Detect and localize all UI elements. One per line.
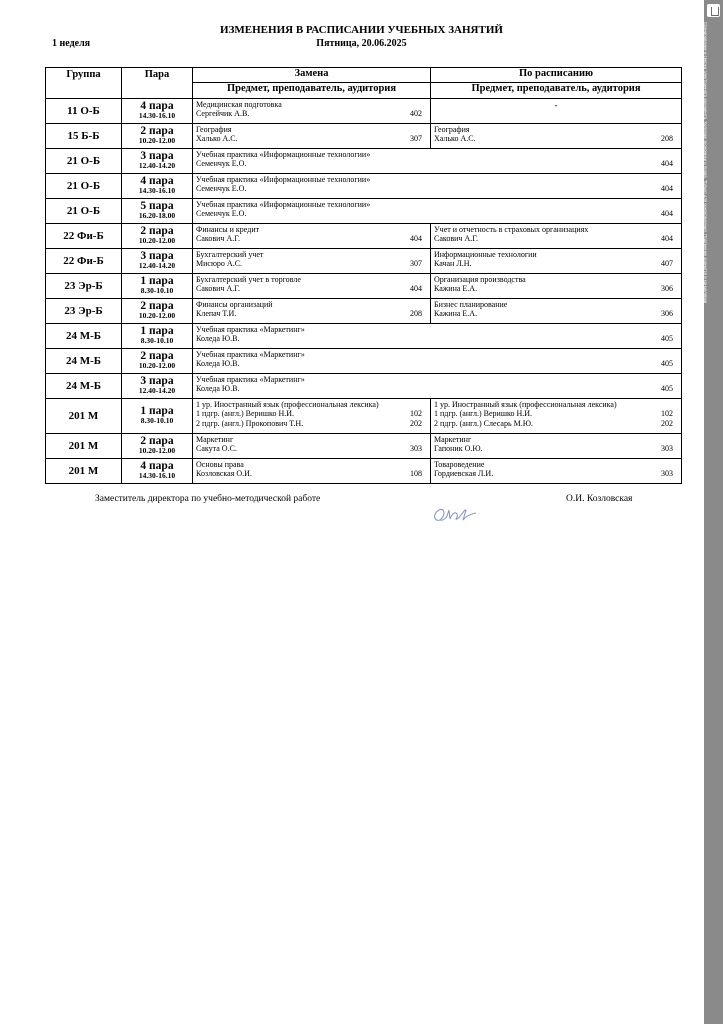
pair-time: 10.20-12.00 (138, 236, 176, 245)
cell-content (431, 399, 681, 428)
table-row (46, 199, 682, 224)
group-cell: 21 О-Б (46, 174, 122, 199)
scheduled-cell (431, 299, 682, 324)
cell-line (196, 309, 422, 318)
replacement-cell (193, 99, 431, 124)
pair-cell (122, 149, 193, 174)
cell-line (196, 460, 422, 469)
pair-number: 3 пара (140, 375, 174, 387)
pair-number: 1 пара (140, 325, 174, 337)
pair-time: 8.30-10.10 (140, 286, 174, 295)
scheduled-cell (431, 274, 682, 299)
pair-cell (122, 99, 193, 124)
group-cell: 21 О-Б (46, 149, 122, 174)
cell-line (196, 469, 422, 478)
cell-content (193, 249, 430, 269)
merged-cell (193, 349, 682, 374)
cell-line (196, 100, 422, 109)
cell-content (193, 349, 681, 369)
stamp-line-3: Обращаем внимание на возможные изменения расписания. Уточняйте информацию в учебной части. (692, 22, 698, 227)
week-label: 1 неделя (52, 38, 91, 49)
signature-name: О.И. Козловская (566, 494, 633, 504)
replacement-cell (193, 124, 431, 149)
pair-time: 8.30-10.10 (140, 336, 174, 345)
pair-number: 2 пара (140, 225, 174, 237)
room-number: 307 (410, 134, 422, 144)
table-row (46, 324, 682, 349)
table-row (46, 399, 682, 434)
cell-line (434, 250, 673, 259)
merged-cell (193, 149, 682, 174)
room-number: 307 (410, 259, 422, 269)
room-number: 404 (661, 209, 673, 219)
cell-content (193, 324, 681, 344)
pair-cell (122, 349, 193, 374)
merged-cell (193, 374, 682, 399)
cell-text: Бухгалтерский учет в торговле (196, 275, 301, 284)
cell-text: Финансы и кредит (196, 225, 260, 234)
cell-text: 1 пдгр. (англ.) Веришко Н.И. (196, 409, 295, 419)
group-cell: 22 Фи-Б (46, 224, 122, 249)
table-row (46, 434, 682, 459)
scheduled-cell (431, 399, 682, 434)
cell-line (196, 109, 422, 118)
room-number: 405 (661, 359, 673, 369)
cell-line (196, 259, 422, 268)
replacement-cell (193, 224, 431, 249)
pair-time: 10.20-12.00 (138, 136, 176, 145)
room-number: 208 (661, 134, 673, 144)
pair-number: 4 пара (140, 100, 174, 112)
room-number: 102 (410, 409, 422, 419)
room-number: 306 (661, 284, 673, 294)
pair-number: 2 пара (140, 435, 174, 447)
pair-time: 16.20-18.00 (138, 211, 176, 220)
cell-text: 1 ур. Иностранный язык (профессиональная лексика) (196, 400, 379, 409)
cell-text: 2 пдгр. (англ.) Слесарь М.Ю. (434, 418, 533, 428)
cell-line (196, 384, 673, 393)
pair-time: 10.20-12.00 (138, 311, 176, 320)
cell-text: Семенчук Е.О. (196, 209, 247, 219)
cell-line (196, 234, 422, 243)
cell-text: Сакута О.С. (196, 444, 237, 454)
pair-time: 10.20-12.00 (138, 446, 176, 455)
cell-text: Халько А.С. (196, 134, 238, 144)
pair-cell (122, 224, 193, 249)
cell-content (193, 374, 681, 394)
scheduled-cell (431, 224, 682, 249)
replacement-cell (193, 249, 431, 274)
room-number: 402 (410, 109, 422, 119)
group-cell: 24 М-Б (46, 324, 122, 349)
cell-content (431, 249, 681, 269)
room-number: 303 (661, 469, 673, 479)
cell-content (431, 274, 681, 294)
cell-line (196, 435, 422, 444)
pair-cell (122, 434, 193, 459)
cell-line (196, 444, 422, 453)
cell-line (196, 400, 422, 409)
cell-line (196, 300, 422, 309)
cell-text: Гордиевская Л.И. (434, 469, 494, 479)
cell-text: Финансы организаций (196, 300, 273, 309)
group-cell: 21 О-Б (46, 199, 122, 224)
cell-line (196, 250, 422, 259)
cell-content (193, 124, 430, 144)
cell-line (434, 444, 673, 453)
cell-text: Сакович А.Г. (434, 234, 478, 244)
cell-line (434, 435, 673, 444)
pair-number: 1 пара (140, 405, 174, 417)
cell-line (196, 359, 673, 368)
page-title: ИЗМЕНЕНИЯ В РАСПИСАНИИ УЧЕБНЫХ ЗАНЯТИЙ (220, 24, 503, 36)
cell-content (193, 299, 430, 319)
pair-cell (122, 459, 193, 484)
cell-line (434, 469, 673, 478)
table-row (46, 249, 682, 274)
cell-text: 1 пдгр. (англ.) Веришко Н.И. (434, 409, 533, 419)
room-number: 303 (661, 444, 673, 454)
table-row (46, 274, 682, 299)
room-number: 404 (661, 234, 673, 244)
pair-cell (122, 299, 193, 324)
table-row (46, 459, 682, 484)
pair-cell (122, 124, 193, 149)
cell-text: Маркетинг (434, 435, 472, 444)
cell-line (434, 125, 673, 134)
cell-text: География (196, 125, 232, 134)
pair-time: 12.40-14.20 (138, 386, 176, 395)
cell-line (434, 259, 673, 268)
cell-line (196, 225, 422, 234)
cell-text: 1 ур. Иностранный язык (профессиональная лексика) (434, 400, 617, 409)
cell-line (434, 275, 673, 284)
cell-text: Учебная практика «Маркетинг» (196, 375, 305, 384)
cell-line (434, 234, 673, 243)
group-cell: 23 Эр-Б (46, 274, 122, 299)
cell-text: Товароведение (434, 460, 485, 469)
room-number: 404 (410, 234, 422, 244)
room-number: 102 (661, 409, 673, 419)
pair-cell (122, 274, 193, 299)
cell-content (193, 199, 681, 219)
room-number: 303 (410, 444, 422, 454)
table-row (46, 99, 682, 124)
merged-cell (193, 324, 682, 349)
replacement-cell (193, 459, 431, 484)
cell-line (434, 409, 673, 418)
room-number: 404 (661, 159, 673, 169)
scheduled-cell (431, 124, 682, 149)
cell-content (431, 459, 681, 479)
document-side-stamp (692, 0, 723, 1024)
pair-time: 8.30-10.10 (140, 416, 174, 425)
header-replacement: Замена (193, 68, 431, 83)
cell-content (193, 399, 430, 428)
pair-cell (122, 249, 193, 274)
replacement-cell (193, 434, 431, 459)
group-cell: 11 О-Б (46, 99, 122, 124)
date-label: Пятница, 20.06.2025 (316, 38, 407, 49)
cell-text: Сергейчик А.В. (196, 109, 250, 119)
table-row (46, 349, 682, 374)
room-number: 202 (661, 418, 673, 428)
cell-line (196, 419, 422, 428)
pair-cell (122, 199, 193, 224)
pair-number: 2 пара (140, 350, 174, 362)
group-cell: 201 М (46, 459, 122, 484)
cell-content (193, 174, 681, 194)
cell-content (193, 274, 430, 294)
cell-text: Коледа Ю.В. (196, 359, 240, 369)
pair-number: 2 пара (140, 125, 174, 137)
schedule-table (45, 67, 682, 484)
table-row (46, 224, 682, 249)
cell-text: Коледа Ю.В. (196, 384, 240, 394)
empty-dash: - (554, 100, 558, 110)
cell-text: Маркетинг (196, 435, 234, 444)
cell-line (434, 460, 673, 469)
room-number: 405 (661, 384, 673, 394)
cell-line (196, 325, 673, 334)
subheader-scheduled: Предмет, преподаватель, аудитория (431, 83, 682, 99)
room-number: 306 (661, 309, 673, 319)
cell-text: Бухгалтерский учет (196, 250, 264, 259)
group-cell: 15 Б-Б (46, 124, 122, 149)
cell-line (434, 400, 673, 409)
cell-line (196, 275, 422, 284)
room-number: 202 (410, 418, 422, 428)
cell-text: Семенчук Е.О. (196, 184, 247, 194)
subheader-replacement: Предмет, преподаватель, аудитория (193, 83, 431, 99)
cell-content (193, 224, 430, 244)
cell-content (193, 459, 430, 479)
cell-content (431, 434, 681, 454)
group-cell: 24 М-Б (46, 349, 122, 374)
table-row (46, 174, 682, 199)
archive-logo-icon (707, 4, 720, 17)
cell-line (196, 209, 673, 218)
cell-text: Сакович А.Г. (196, 234, 240, 244)
scheduled-cell (431, 434, 682, 459)
cell-line (196, 175, 673, 184)
merged-cell (193, 199, 682, 224)
cell-line (196, 334, 673, 343)
cell-text: Учебная практика «Информационные технологии» (196, 150, 371, 159)
room-number: 208 (410, 309, 422, 319)
cell-text: Медицинская подготовка (196, 100, 282, 109)
pair-time: 14.30-16.10 (138, 186, 176, 195)
pair-cell (122, 174, 193, 199)
cell-text: Учебная практика «Информационные технологии» (196, 200, 371, 209)
cell-text: Учебная практика «Маркетинг» (196, 350, 305, 359)
cell-text: Козловская О.И. (196, 469, 252, 479)
scheduled-cell (431, 459, 682, 484)
pair-number: 5 пара (140, 200, 174, 212)
cell-content (431, 299, 681, 319)
cell-content (193, 434, 430, 454)
cell-text: Кажина Е.А. (434, 309, 478, 319)
replacement-cell (193, 299, 431, 324)
header-group: Группа (46, 68, 122, 99)
header-scheduled: По расписанию (431, 68, 682, 83)
cell-line (196, 184, 673, 193)
pair-time: 10.20-12.00 (138, 361, 176, 370)
handwritten-signature (430, 502, 478, 528)
cell-text: Основы права (196, 460, 244, 469)
cell-text: Качан Л.Н. (434, 259, 472, 269)
pair-number: 4 пара (140, 460, 174, 472)
header-pair: Пара (122, 68, 193, 99)
cell-content (193, 149, 681, 169)
cell-line (434, 225, 673, 234)
pair-number: 3 пара (140, 250, 174, 262)
cell-content (431, 124, 681, 144)
cell-text: Халько А.С. (434, 134, 476, 144)
pair-number: 1 пара (140, 275, 174, 287)
pair-time: 14.30-16.10 (138, 471, 176, 480)
cell-text: Информационные технологии (434, 250, 537, 259)
replacement-cell (193, 399, 431, 434)
cell-text: Учебная практика «Информационные технологии» (196, 175, 371, 184)
cell-text: Коледа Ю.В. (196, 334, 240, 344)
cell-text: Бизнес планирование (434, 300, 508, 309)
cell-content (431, 224, 681, 244)
group-cell: 23 Эр-Б (46, 299, 122, 324)
cell-line (434, 300, 673, 309)
merged-cell (193, 174, 682, 199)
table-row (46, 124, 682, 149)
room-number: 404 (661, 184, 673, 194)
pair-cell (122, 399, 193, 434)
cell-line (196, 284, 422, 293)
pair-time: 12.40-14.20 (138, 161, 176, 170)
pair-number: 4 пара (140, 175, 174, 187)
cell-content (193, 99, 430, 119)
pair-time: 14.30-16.10 (138, 111, 176, 120)
scheduled-cell (431, 99, 682, 124)
cell-text: Гапоник О.Ю. (434, 444, 483, 454)
scheduled-cell (431, 249, 682, 274)
room-number: 407 (661, 259, 673, 269)
cell-text: Учебная практика «Маркетинг» (196, 325, 305, 334)
room-number: 404 (410, 284, 422, 294)
table-row (46, 374, 682, 399)
pair-cell (122, 324, 193, 349)
cell-line (434, 419, 673, 428)
cell-text: Учет и отчетность в страховых организациях (434, 225, 589, 234)
group-cell: 22 Фи-Б (46, 249, 122, 274)
group-cell: 201 М (46, 434, 122, 459)
side-stamp-text (692, 22, 722, 342)
cell-text: 2 пдгр. (англ.) Прокопович Т.Н. (196, 418, 304, 428)
cell-line (196, 409, 422, 418)
stamp-line-2: WWW.MINFIN-COLLEGE.BY (697, 22, 703, 79)
room-number: 108 (410, 469, 422, 479)
room-number: 405 (661, 334, 673, 344)
table-row (46, 299, 682, 324)
cell-line (196, 350, 673, 359)
cell-line (196, 125, 422, 134)
cell-line (434, 134, 673, 143)
cell-text: Клепач Т.И. (196, 309, 237, 319)
replacement-cell (193, 274, 431, 299)
cell-line (434, 284, 673, 293)
cell-text: Мисюро А.С. (196, 259, 243, 269)
pair-time: 12.40-14.20 (138, 261, 176, 270)
cell-line (434, 309, 673, 318)
cell-text: Организация производства (434, 275, 526, 284)
group-cell: 201 М (46, 399, 122, 434)
cell-line (196, 375, 673, 384)
table-row (46, 149, 682, 174)
cell-line (196, 150, 673, 159)
stamp-line-1: Сканирование и сверка электронного документа. Колледж экономики и права. Только для ознакомления. Подлинник хранится в канцелярии (703, 22, 708, 304)
cell-text: Кажина Е.А. (434, 284, 478, 294)
pair-number: 2 пара (140, 300, 174, 312)
cell-text: География (434, 125, 470, 134)
cell-line (196, 134, 422, 143)
cell-line (196, 159, 673, 168)
signature-position: Заместитель директора по учебно-методической работе (95, 494, 321, 504)
pair-number: 3 пара (140, 150, 174, 162)
cell-text: Сакович А.Г. (196, 284, 240, 294)
pair-cell (122, 374, 193, 399)
cell-line (196, 200, 673, 209)
group-cell: 24 М-Б (46, 374, 122, 399)
cell-text: Семенчук Е.О. (196, 159, 247, 169)
